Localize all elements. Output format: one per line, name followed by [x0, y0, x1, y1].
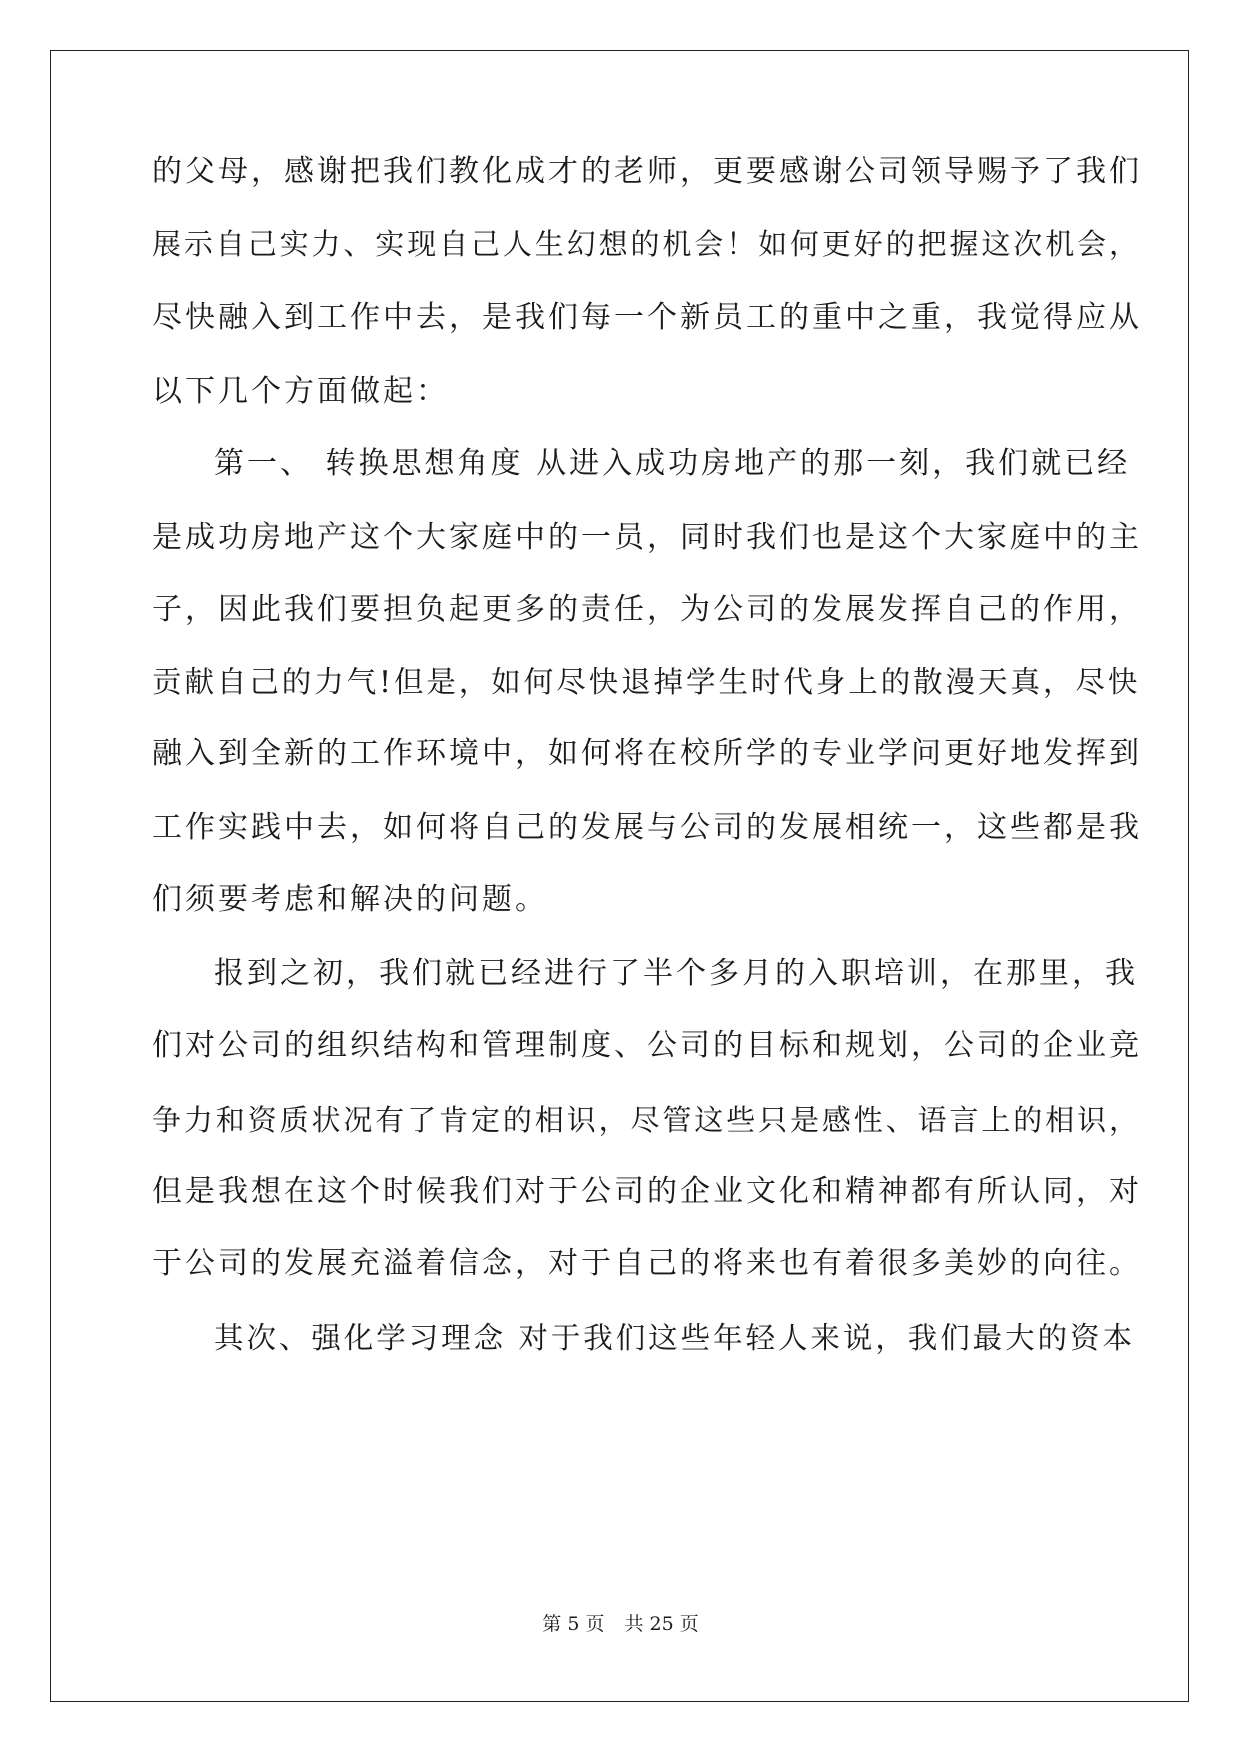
- paragraph-first-line: 第一、 转换思想角度 从进入成功房地产的那一刻，我们就已经: [214, 446, 1131, 481]
- text-line: 工作实践中去，如何将自己的发展与公司的发展相统一，这些都是我: [152, 810, 1142, 845]
- page-footer: [0, 1612, 1241, 1636]
- page-number: 第 5 页: [542, 1613, 605, 1635]
- text-line: 展示自己实力、实现自己人生幻想的机会！如何更好的把握这次机会，: [152, 227, 1141, 261]
- paragraph-first-line: 其次、强化学习理念 对于我们这些年轻人来说，我们最大的资本: [214, 1321, 1135, 1355]
- text-line: 以下几个方面做起：: [152, 374, 449, 409]
- text-line: 融入到全新的工作环境中，如何将在校所学的专业学问更好地发挥到: [152, 736, 1142, 771]
- text-line: 争力和资质状况有了肯定的相识，尽管这些只是感性、语言上的相识，: [152, 1103, 1141, 1137]
- text-line: 贡献自己的力气!但是，如何尽快退掉学生时代身上的散漫天真，尽快: [152, 665, 1141, 699]
- paragraph-first-line: 报到之初，我们就已经进行了半个多月的入职培训，在那里，我: [214, 956, 1138, 991]
- text-line: 们须要考虑和解决的问题。: [152, 882, 548, 917]
- text-line: 子，因此我们要担负起更多的责任，为公司的发展发挥自己的作用，: [152, 592, 1142, 627]
- text-line: 的父母，感谢把我们教化成才的老师，更要感谢公司领导赐予了我们: [152, 154, 1142, 189]
- text-line: 们对公司的组织结构和管理制度、公司的目标和规划，公司的企业竞: [152, 1028, 1142, 1063]
- page-total: 共 25 页: [624, 1613, 699, 1635]
- text-line: 但是我想在这个时候我们对于公司的企业文化和精神都有所认同，对: [152, 1174, 1142, 1209]
- text-line: 于公司的发展充溢着信念，对于自己的将来也有着很多美妙的向往。: [152, 1246, 1142, 1281]
- text-line: 尽快融入到工作中去，是我们每一个新员工的重中之重，我觉得应从: [152, 300, 1142, 335]
- text-line: 是成功房地产这个大家庭中的一员，同时我们也是这个大家庭中的主: [152, 520, 1142, 555]
